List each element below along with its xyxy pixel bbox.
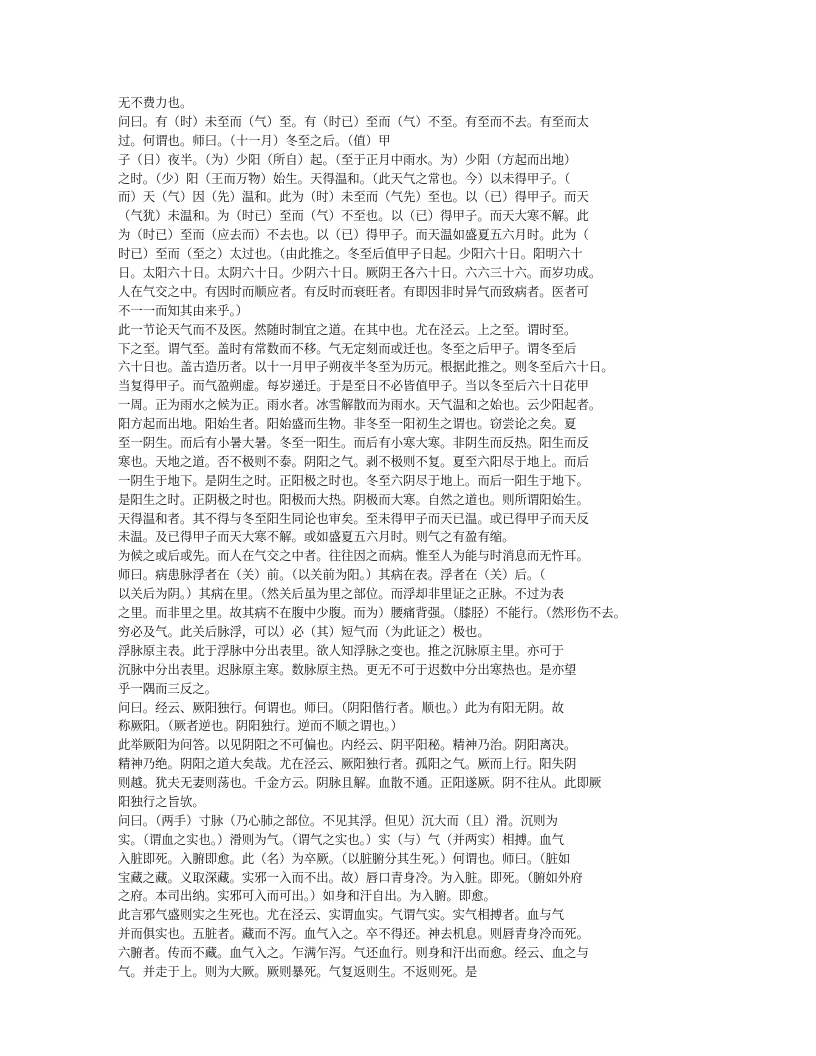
- text-line: 此言邪气盛则实之生死也。尤在泾云、实谓血实。气谓气实。实气相搏者。血与气: [118, 907, 565, 923]
- text-line: 下之至。谓气至。盖时有常数而不移。气无定刻而或迁也。冬至之后甲子。谓冬至后: [118, 340, 577, 356]
- text-line: 六腑者。传而不藏。血气入之。乍满乍泻。气还血行。则身和汗出而愈。经云、血之与: [118, 945, 589, 961]
- text-line: 日。太阳六十日。太阴六十日。少阴六十日。厥阴王各六十日。六六三十六。而岁功成。: [118, 265, 602, 281]
- text-line: 问曰。有（时）未至而（气）至。有（时已）至而（气）不至。有至而不去。有至而太: [118, 113, 589, 129]
- text-line: 以关后为阴。）其病在里。（然关后虽为里之部位。而浮却非里证之正脉。不过为表: [118, 586, 565, 602]
- text-line: 阳独行之旨欤。: [118, 793, 205, 809]
- text-line: 气。并走于上。则为大厥。厥则暴死。气复返则生。不返则死。是: [118, 963, 478, 979]
- text-line: 浮脉原主表。此于浮脉中分出表里。欲人知浮脉之变也。推之沉脉原主里。亦可于: [118, 642, 565, 658]
- text-line: 此举厥阳为问答。以见阴阳之不可偏也。内经云、阴平阳秘。精神乃治。阴阳离决。: [118, 737, 577, 753]
- text-line: 至一阴生。而后有小暑大暑。冬至一阳生。而后有小寒大寒。非阴生而反热。阳生而反: [118, 435, 589, 451]
- text-line: 寒也。天地之道。否不极则不泰。阴阳之气。剥不极则不复。夏至六阳尽于地上。而后: [118, 453, 589, 469]
- text-line: 精神乃绝。阴阳之道大矣哉。尤在泾云、厥阳独行者。孤阳之气。厥而上行。阳失阴: [118, 756, 577, 772]
- text-line: 宝藏之藏。义取深藏。实邪一入而不出。故）唇口青身冷。为入脏。即死。（腑如外府: [118, 869, 583, 885]
- text-line: 天得温和者。其不得与冬至阳生同论也审矣。至未得甲子而天已温。或已得甲子而天反: [118, 510, 589, 526]
- text-line: 此一节论天气而不及医。然随时制宜之道。在其中也。尤在泾云。上之至。谓时至。: [118, 321, 577, 337]
- text-line: 一周。正为雨水之候为正。雨水者。冰雪解散而为雨水。天气温和之始也。云少阳起者。: [118, 397, 602, 413]
- text-line: 穷必及气。此关后脉浮，可以）必（其）短气而（为此证之）极也。: [118, 623, 490, 639]
- text-line: 人在气交之中。有因时而顺应者。有反时而衰旺者。有即因非时异气而致病者。医者可: [118, 283, 589, 299]
- text-line: 为候之或后或先。而人在气交之中者。往往因之而病。惟至人为能与时消息而无忤耳。: [118, 548, 589, 564]
- text-line: 阳方起而出地。阳始生者。阳始盛而生物。非冬至一阳初生之谓也。窃尝论之矣。夏: [118, 416, 577, 432]
- text-line: 当复得甲子。而气盈朔虚。每岁递迁。于是至日不必皆值甲子。当以冬至后六十日花甲: [118, 378, 589, 394]
- text-line: 之时。（少）阳（王而万物）始生。天得温和。（此天气之常也。今）以未得甲子。（: [118, 170, 571, 186]
- text-line: 乎一隅而三反之。: [118, 680, 218, 696]
- text-line: 是阳生之时。正阴极之时也。阳极而大热。阴极而大寒。自然之道也。则所谓阳始生。: [118, 491, 589, 507]
- text-line: 实。（谓血之实也。）滑则为气。（谓气之实也。）实（与）气（并两实）相搏。血气: [118, 831, 565, 847]
- text-line: 而）天（气）因（先）温和。此为（时）未至而（气先）至也。以（已）得甲子。而天: [118, 189, 589, 205]
- text-line: 并而俱实也。五脏者。藏而不泻。血气入之。卒不得还。神去机息。则唇青身冷而死。: [118, 926, 589, 942]
- text-line: 入脏即死。入腑即愈。此（名）为卒厥。（以脏腑分其生死。）何谓也。师曰。（脏如: [118, 850, 571, 866]
- text-line: 无不费力也。: [118, 95, 193, 110]
- text-line: 过。何谓也。师曰。（十一月）冬至之后。（值）甲: [118, 132, 391, 148]
- text-line: 时已）至而（至之）太过也。（由此推之。冬至后值甲子日起。少阳六十日。阳明六十: [118, 246, 583, 262]
- text-line: 问曰。（两手）寸脉（乃心肺之部位。不见其浮。但见）沉大而（且）滑。沉则为: [118, 812, 558, 828]
- text-line: 称厥阳。（厥者逆也。阴阳独行。逆而不顺之谓也。）: [118, 718, 403, 734]
- text-line: 之府。本司出纳。实邪可入而可出。）如身和汗自出。为入腑。即愈。: [118, 888, 496, 904]
- text-line: 六十日也。盖古造历者。以十一月甲子朔夜半冬至为历元。根据此推之。则冬至后六十日。: [118, 359, 614, 375]
- text-line: 一阴生于地下。是阴生之时。正阳极之时也。冬至六阴尽于地上。而后一阳生于地下。: [118, 472, 589, 488]
- text-line: 师曰。病患脉浮者在（关）前。（以关前为阳。）其病在表。浮者在（关）后。（: [118, 567, 546, 583]
- text-line: 问曰。经云、厥阳独行。何谓也。师曰。（阴阳偕行者。顺也。）此为有阳无阴。故: [118, 699, 565, 715]
- text-line: 未温。及已得甲子而天大寒不解。或如盛夏五六月时。则气之有盈有缩。: [118, 529, 515, 545]
- text-line: （气犹）未温和。为（时已）至而（气）不至也。以（已）得甲子。而天大寒不解。此: [118, 208, 589, 224]
- text-line: 为（时已）至而（应去而）不去也。以（已）得甲子。而天温如盛夏五六月时。此为（: [118, 227, 589, 243]
- body-text: [118, 94, 718, 982]
- text-line: 沉脉中分出表里。迟脉原主寒。数脉原主热。更无不可于迟数中分出寒热也。是亦望: [118, 661, 577, 677]
- text-line: 不一一而知其由来乎。）: [118, 302, 249, 318]
- text-line: 子（日）夜半。（为）少阳（所自）起。（至于正月中雨水。为）少阳（方起而出地）: [118, 151, 577, 167]
- text-line: 则越。犹夫无妻则荡也。千金方云。阴脉且解。血散不通。正阳遂厥。阴不往从。此即厥: [118, 775, 602, 791]
- text-line: 之里。而非里之里。故其病不在腹中少腹。而为）腰痛背强。（膝胫）不能行。（然形伤不去。: [118, 605, 627, 621]
